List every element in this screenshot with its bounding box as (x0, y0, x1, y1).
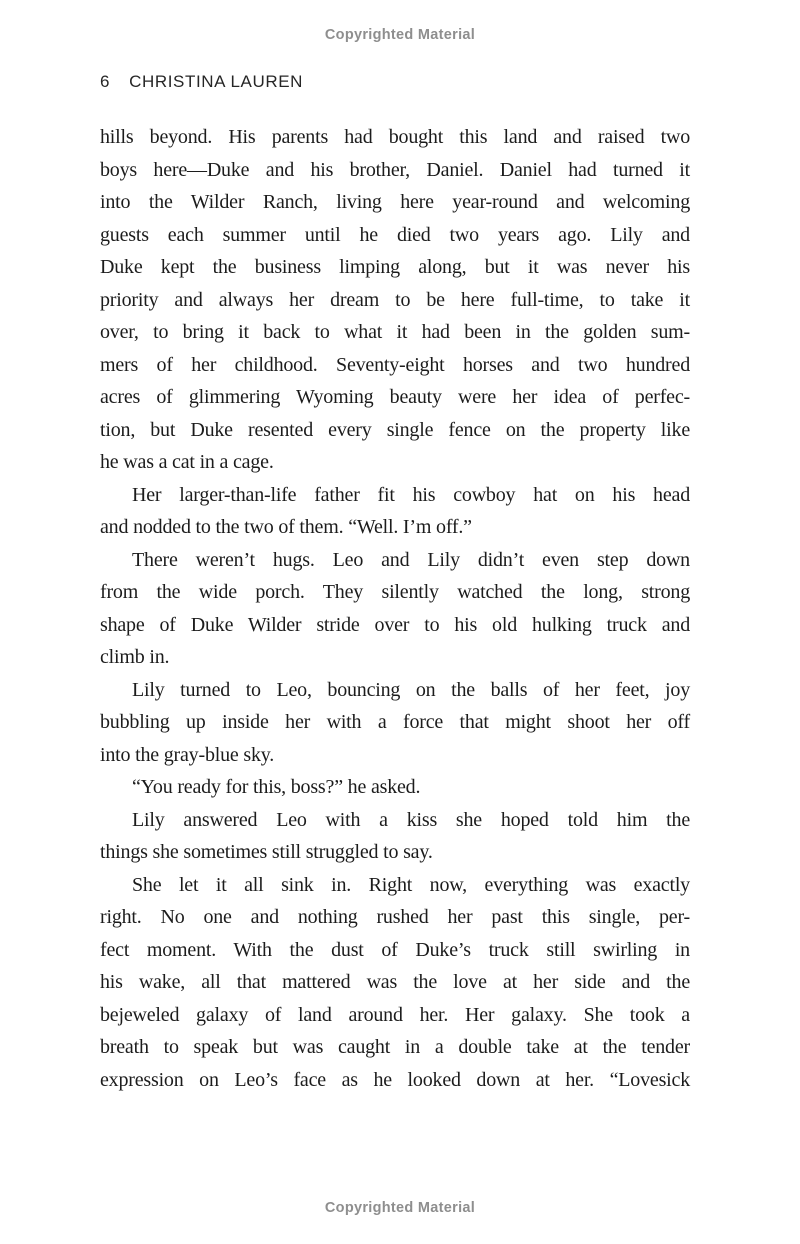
copyright-notice-top: Copyrighted Material (324, 27, 476, 43)
text-line: right. No one and nothing rushed her past this single, per- (100, 906, 690, 928)
text-line: breath to speak but was caught in a double take at the tender (100, 1036, 690, 1058)
paragraph (100, 479, 690, 544)
text-line: hills beyond. His parents had bought this land and raised two (100, 126, 690, 148)
paragraph (100, 121, 690, 479)
paragraph (100, 869, 690, 1097)
text-line: into the gray-blue sky. (100, 743, 275, 766)
text-line: bubbling up inside her with a force that might shoot her off (100, 711, 690, 733)
text-line: Duke kept the business limping along, but it was never his (100, 256, 690, 278)
text-line: and nodded to the two of them. “Well. I’m off.” (100, 516, 472, 538)
text-line: Lily turned to Leo, bouncing on the balls of her feet, joy (132, 678, 690, 701)
paragraph (100, 804, 690, 869)
text-line: his wake, all that mattered was the love at her side and the (100, 971, 690, 993)
text-line: from the wide porch. They silently watched the long, strong (100, 581, 690, 603)
paragraph (100, 771, 690, 804)
text-line: shape of Duke Wilder stride over to his old hulking truck and (100, 613, 690, 636)
text-line: “You ready for this, boss?” he asked. (132, 776, 421, 798)
text-line: There weren’t hugs. Leo and Lily didn’t even step down (132, 548, 690, 571)
running-head: CHRISTINA LAUREN (129, 72, 304, 91)
text-line: fect moment. With the dust of Duke’s truck still swirling in (100, 938, 690, 961)
text-line: into the Wilder Ranch, living here year-round and welcoming (100, 191, 690, 213)
text-line: things she sometimes still struggled to say. (100, 841, 433, 863)
text-line: tion, but Duke resented every single fence on the property like (100, 418, 690, 441)
text-line: guests each summer until he died two years ago. Lily and (100, 223, 690, 246)
page-header (100, 72, 690, 92)
text-line: climb in. (100, 646, 170, 668)
text-line: Lily answered Leo with a kiss she hoped told him the (132, 808, 690, 831)
copyright-notice-bottom: Copyrighted Material (324, 1200, 476, 1216)
text-line: expression on Leo’s face as he looked down at her. “Lovesick (100, 1068, 690, 1091)
paragraph (100, 544, 690, 674)
paragraph (100, 674, 690, 772)
text-line: bejeweled galaxy of land around her. Her galaxy. She took a (100, 1003, 690, 1026)
text-line: mers of her childhood. Seventy-eight horses and two hundred (100, 353, 690, 376)
text-line: priority and always her dream to be here full-time, to take it (100, 288, 690, 311)
page-number: 6 (100, 72, 111, 91)
text-line: he was a cat in a cage. (100, 451, 274, 473)
text-line: She let it all sink in. Right now, everything was exactly (132, 873, 690, 896)
text-line: acres of glimmering Wyoming beauty were her idea of perfec- (100, 386, 690, 408)
body-text (100, 121, 690, 1096)
text-line: Her larger-than-life father fit his cowboy hat on his head (132, 483, 690, 506)
text-line: boys here—Duke and his brother, Daniel. Daniel had turned it (100, 158, 690, 181)
text-line: over, to bring it back to what it had been in the golden sum- (100, 321, 690, 343)
